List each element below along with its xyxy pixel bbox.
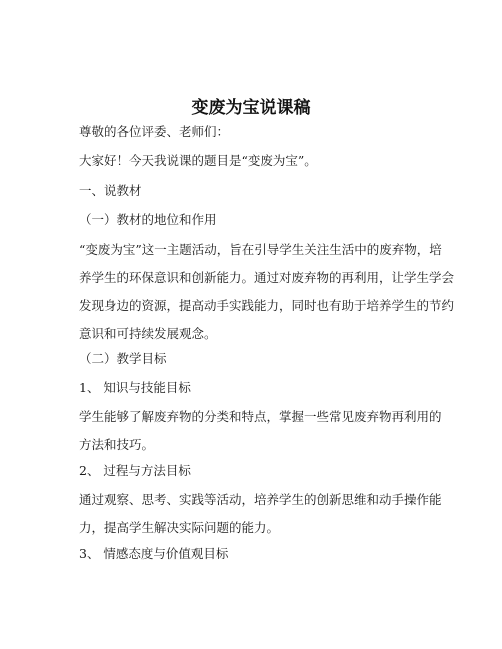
subsection-heading: （一）教材的地位和作用 bbox=[79, 212, 217, 227]
paragraph-line: 通过观察、思考、实践等活动，培养学生的创新思维和动手操作能 bbox=[79, 492, 442, 507]
paragraph-line: 方法和技巧。 bbox=[79, 437, 155, 452]
greeting: 尊敬的各位评委、老师们： bbox=[79, 124, 230, 139]
paragraph-line: 养学生的环保意识和创新能力。通过对废弃物的再利用，让学生学会 bbox=[79, 270, 455, 285]
paragraph-line: 力，提高学生解决实际问题的能力。 bbox=[79, 520, 280, 535]
paragraph-line: “变废为宝”这一主题活动，旨在引导学生关注生活中的废弃物，培 bbox=[79, 242, 442, 257]
goal-heading: 2、 过程与方法目标 bbox=[79, 463, 191, 478]
goal-heading: 1、 知识与技能目标 bbox=[79, 380, 191, 395]
paragraph-line: 学生能够了解废弃物的分类和特点，掌握一些常见废弃物再利用的 bbox=[79, 409, 442, 424]
paragraph-role bbox=[79, 236, 455, 348]
paragraph-goal2 bbox=[79, 486, 442, 542]
goal-heading: 3、 情感态度与价值观目标 bbox=[79, 546, 229, 561]
paragraph-line: 发现身边的资源，提高动手实践能力，同时也有助于培养学生的节约 bbox=[79, 298, 455, 313]
document-title: 变废为宝说课稿 bbox=[191, 98, 311, 118]
intro-line: 大家好！今天我说课的题目是“变废为宝”。 bbox=[79, 153, 317, 168]
section-heading: 一、说教材 bbox=[79, 183, 142, 198]
paragraph-goal1 bbox=[79, 403, 442, 459]
paragraph-line: 意识和可持续发展观念。 bbox=[79, 326, 217, 341]
subsection-heading: （二）教学目标 bbox=[79, 351, 167, 366]
